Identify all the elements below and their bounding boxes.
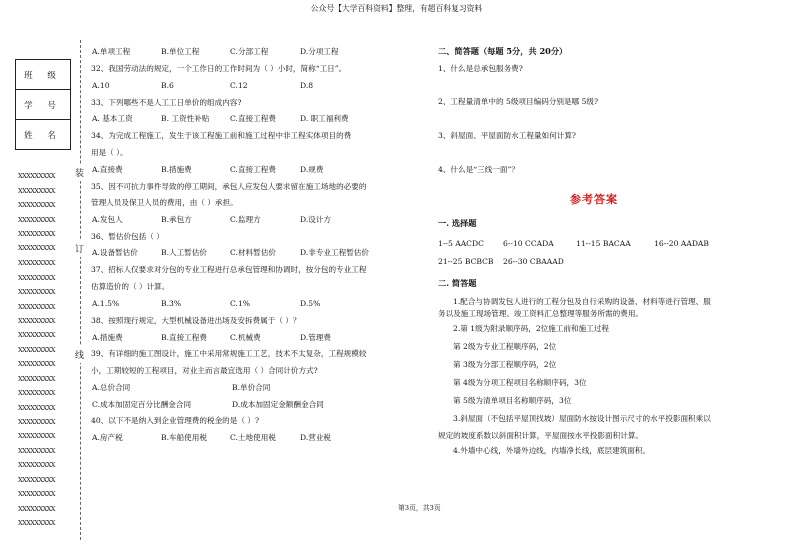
question-stem: 38、按照现行规定，大型机械设备进出场及安拆费属于（ ）？ xyxy=(91,316,301,325)
short-question-1: 1、什么是总承包服务费? xyxy=(438,64,523,73)
x-mark-row: XXXXXXXXX xyxy=(18,317,55,325)
question-option: B.车船使用税 xyxy=(161,433,207,442)
question-option: B.6 xyxy=(161,81,174,90)
choice-answer-6: 26--30 CBAAAD xyxy=(503,257,564,266)
student-info-table xyxy=(15,59,71,150)
question-stem-continued: 小，工期较短的工程项目，对业主而言最宜选用（ ）合同计价方式? xyxy=(91,366,318,375)
question-option: A.措施费 xyxy=(92,333,123,342)
question-stem: 37、招标人仅要求对分包的专业工程进行总承包管理和协调时，按分包的专业工程 xyxy=(91,265,367,274)
x-mark-row: XXXXXXXXX xyxy=(18,360,55,368)
question-option: A.总价合同 xyxy=(92,383,131,392)
short-question-3: 3、斜屋面、平屋面防水工程量如何计算? xyxy=(438,131,576,140)
question-stem: 40、以下不是纳入到企业管理费的税金的是（ ）? xyxy=(91,416,260,425)
question-option: D.成本加固定金额酬金合同 xyxy=(232,400,324,409)
page-footer: 第3页，共3页 xyxy=(398,504,441,512)
short-answer-line: 第 5级为清单项目名称顺序码，3位 xyxy=(453,396,572,405)
short-answer-line: 第 3级为分部工程顺序码，2位 xyxy=(453,360,557,369)
x-mark-row: XXXXXXXXX xyxy=(18,201,55,209)
question-option: D.管理费 xyxy=(300,333,332,342)
short-answer-line: 第 2级为专业工程顺序码，2位 xyxy=(453,342,557,351)
question-option: A.房产税 xyxy=(92,433,123,442)
class-field: 班 级 xyxy=(16,60,71,90)
x-mark-row: XXXXXXXXX xyxy=(18,461,55,469)
question-stem: 39、有详细的施工图设计，施工中采用常规施工工艺，技术不太复杂，工程规模较 xyxy=(91,349,367,358)
section2-title: 二、简答题（每题 5分，共 20分） xyxy=(438,46,568,56)
question-option: B.单价合同 xyxy=(232,383,271,392)
question-stem: 36、暂估价包括（ ） xyxy=(91,232,164,241)
short-answer-title: 二. 简答题 xyxy=(438,278,477,288)
page-header: 公众号【大学百科资料】整理，有超百科复习资料 xyxy=(310,4,483,13)
x-mark-row: XXXXXXXXX xyxy=(18,230,55,238)
question-stem: 32、我国劳动法的规定，一个工作日的工作时间为（ ）小时，简称“工日”。 xyxy=(91,64,347,73)
question-option: C.12 xyxy=(230,81,248,90)
short-question-2: 2、工程量清单中的 5级项目编码分别是哪 5级? xyxy=(438,97,599,106)
x-mark-row: XXXXXXXXX xyxy=(18,274,55,282)
x-mark-row: XXXXXXXXX xyxy=(18,288,55,296)
question-option: C.分部工程 xyxy=(230,47,269,56)
question-option: D.分项工程 xyxy=(300,47,339,56)
question-option: C.直接工程费 xyxy=(230,165,276,174)
question-stem: 34、为完成工程施工，发生于该工程施工前和施工过程中非工程实体项目的费 xyxy=(91,131,352,140)
question-option: C.机械费 xyxy=(230,333,261,342)
x-mark-row: XXXXXXXXX xyxy=(18,187,55,195)
question-option: B.单位工程 xyxy=(161,47,200,56)
x-mark-row: XXXXXXXXX xyxy=(18,519,55,527)
choice-answer-3: 11--15 BACAA xyxy=(576,239,631,248)
x-mark-row: XXXXXXXXX xyxy=(18,331,55,339)
question-stem-continued: 估算造价的（ ）计算。 xyxy=(91,282,170,291)
choice-answer-2: 6--10 CCADA xyxy=(503,239,554,248)
binding-mark-xian: 线 xyxy=(75,346,84,363)
short-answer-line: 第 4级为分项工程项目名称顺序码，3位 xyxy=(453,378,587,387)
question-option: C.成本加固定百分比酬金合同 xyxy=(92,400,192,409)
question-option: A.10 xyxy=(92,81,110,90)
question-stem-continued: 用是（ ）。 xyxy=(91,148,128,157)
choice-answer-1: 1--5 AACDC xyxy=(438,239,484,248)
question-stem: 33、下列哪些不是人工工日单价的组成内容? xyxy=(91,98,242,107)
x-mark-row: XXXXXXXXX xyxy=(18,172,55,180)
question-option: D.8 xyxy=(300,81,314,90)
name-field: 姓 名 xyxy=(16,120,71,150)
binding-dashed-line xyxy=(80,40,81,540)
binding-mark-ding: 订 xyxy=(75,240,84,257)
question-option: C.监理方 xyxy=(230,215,261,224)
question-option: D.规费 xyxy=(300,165,324,174)
x-mark-row: XXXXXXXXX xyxy=(18,490,55,498)
x-mark-row: XXXXXXXXX xyxy=(18,259,55,267)
x-mark-row: XXXXXXXXX xyxy=(18,346,55,354)
x-mark-row: XXXXXXXXX xyxy=(18,389,55,397)
question-option: B.承包方 xyxy=(161,215,192,224)
question-option: A.发包人 xyxy=(92,215,123,224)
x-mark-row: XXXXXXXXX xyxy=(18,432,55,440)
x-mark-row: XXXXXXXXX xyxy=(18,476,55,484)
question-option: B.直接工程费 xyxy=(161,333,207,342)
question-option: C.直接工程费 xyxy=(230,114,276,123)
short-answer-line: 规定的坡度系数以斜面积计算，平屋面按水平投影面积计算。 xyxy=(438,431,644,440)
question-option: D.非专业工程暂估价 xyxy=(300,248,369,257)
student-id-field: 学 号 xyxy=(16,90,71,120)
question-option: C.材料暂估价 xyxy=(230,248,276,257)
question-option: A. 基本工资 xyxy=(92,114,133,123)
question-option: C.土地使用税 xyxy=(230,433,276,442)
question-option: B.3% xyxy=(161,299,182,308)
question-option: D.设计方 xyxy=(300,215,332,224)
question-option: A.直接费 xyxy=(92,165,123,174)
x-mark-row: XXXXXXXXX xyxy=(18,216,55,224)
short-answer-line: 2.第 1级为附录顺序码，2位施工前和施工过程 xyxy=(453,324,610,333)
x-mark-row: XXXXXXXXX xyxy=(18,244,55,252)
question-option: D.营业税 xyxy=(300,433,332,442)
question-option: D.5% xyxy=(300,299,321,308)
question-option: A.1.5% xyxy=(92,299,120,308)
question-option: D. 职工福利费 xyxy=(300,114,349,123)
question-option: B.人工暂估价 xyxy=(161,248,207,257)
question-option: C.1% xyxy=(230,299,251,308)
question-option: A.单项工程 xyxy=(92,47,131,56)
answer-title: 参考答案 xyxy=(570,193,618,206)
short-question-4: 4、什么是“三线一面”？ xyxy=(438,165,519,174)
choice-answer-4: 16--20 AADAB xyxy=(654,239,709,248)
x-mark-row: XXXXXXXXX xyxy=(18,404,55,412)
x-mark-row: XXXXXXXXX xyxy=(18,375,55,383)
choice-answer-title: 一. 选择题 xyxy=(438,218,477,228)
short-answer-line: 1.配合与协调发包人进行的工程分包及自行采购的设备、材料等进行管理、服 xyxy=(453,297,711,306)
x-mark-row: XXXXXXXXX xyxy=(18,505,55,513)
question-stem-continued: 管理人员及保卫人员的费用，由（ ）承担。 xyxy=(91,198,238,207)
x-mark-row: XXXXXXXXX xyxy=(18,303,55,311)
short-answer-line: 4.外墙中心线，外墙外边线，内墙净长线，底层建筑面积。 xyxy=(453,446,651,455)
choice-answer-5: 21--25 BCBCB xyxy=(438,257,494,266)
question-option: B. 工资性补贴 xyxy=(161,114,210,123)
short-answer-line: 3.斜屋面（不包括平屋顶找坡）屋面防水按设计图示尺寸的水平投影面积乘以 xyxy=(453,414,711,423)
short-answer-line: 务以及施工现场管理、竣工资料汇总整理等服务所需的费用。 xyxy=(438,309,644,318)
question-option: B.措施费 xyxy=(161,165,192,174)
question-option: A.设备暂估价 xyxy=(92,248,138,257)
x-mark-row: XXXXXXXXX xyxy=(18,418,55,426)
question-stem: 35、因不可抗力事件导致的停工期间，承包人应发包人要求留在施工场地的必要的 xyxy=(91,182,367,191)
x-mark-row: XXXXXXXXX xyxy=(18,447,55,455)
binding-mark-zhuang: 装 xyxy=(75,164,84,181)
